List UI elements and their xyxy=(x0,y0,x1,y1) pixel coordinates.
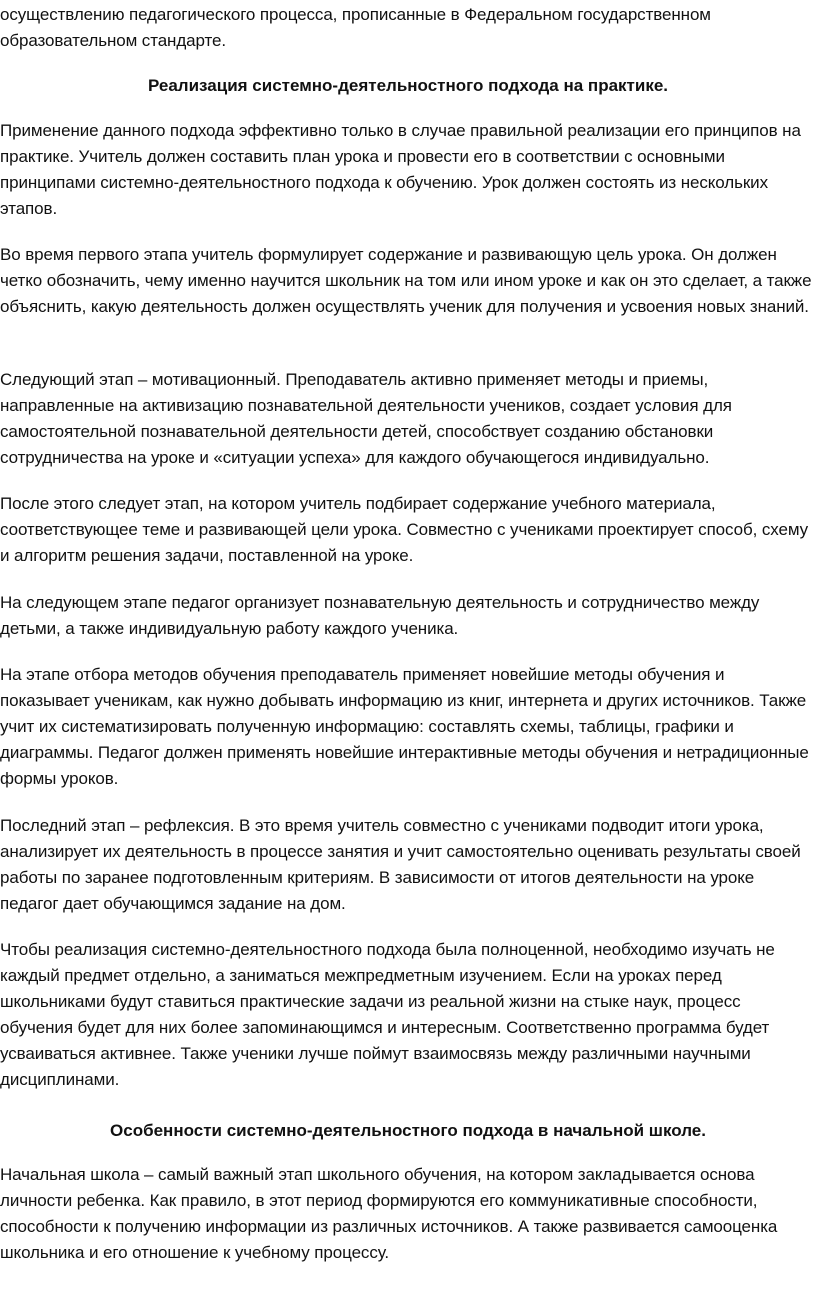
section-heading-practice: Реализация системно-деятельностного подхода на практике. xyxy=(147,76,669,95)
paragraph-interdisciplinary: Чтобы реализация системно-деятельностного подхода была полноценной, необходимо изучать не каждый предмет отдельно, а заниматься межпредметным изучением. Если на уроках перед школьниками будут ставиться практические задачи из реальной жизни на стыке наук, процесс обучения будет для них более запоминающимся и интересным. Соответственно программа будет усваиваться активнее. Также ученики лучше поймут взаимосвязь между различными научными дисциплинами. xyxy=(0,940,775,1089)
paragraph-cooperation-stage: На следующем этапе педагог организует познавательную деятельность и сотрудничество между детьми, а также индивидуальную работу каждого ученика. xyxy=(0,593,760,638)
paragraph-content-stage: После этого следует этап, на котором учитель подбирает содержание учебного материала, соответствующее теме и развивающей цели урока. Совместно с учениками проектирует способ, схему и алгоритм решения задачи, поставленной на уроке. xyxy=(0,494,808,565)
section-heading-primary-school: Особенности системно-деятельностного подхода в начальной школе. xyxy=(110,1121,706,1140)
paragraph-application: Применение данного подхода эффективно только в случае правильной реализации его принципов на практике. Учитель должен составить план урока и провести его в соответствии с основными принципами системно-деятельностного подхода к обучению. Урок должен состоять из нескольких этапов. xyxy=(0,121,801,218)
paragraph-first-stage: Во время первого этапа учитель формулирует содержание и развивающую цель урока. Он должен четко обозначить, чему именно научится школьник на том или ином уроке и как он это сделает, а также объяснить, какую деятельность должен осуществлять ученик для получения и усвоения новых знаний. xyxy=(0,245,812,316)
intro-continuation-paragraph: осуществлению педагогического процесса, прописанные в Федеральном государственном образовательном стандарте. xyxy=(0,5,711,50)
paragraph-motivational-stage: Следующий этап – мотивационный. Преподаватель активно применяет методы и приемы, направленные на активизацию познавательной деятельности учеников, создает условия для самостоятельной познавательной деятельности детей, способствует созданию обстановки сотрудничества на уроке и «ситуации успеха» для каждого обучающегося индивидуально. xyxy=(0,370,732,467)
paragraph-reflection-stage: Последний этап – рефлексия. В это время учитель совместно с учениками подводит итоги урока, анализирует их деятельность в процессе занятия и учит самостоятельно оценивать результаты своей работы по заранее подготовленным критериям. В зависимости от итогов деятельности на уроке педагог дает обучающимся задание на дом. xyxy=(0,816,801,913)
paragraph-methods-stage: На этапе отбора методов обучения преподаватель применяет новейшие методы обучения и показывает ученикам, как нужно добывать информацию из книг, интернета и других источников. Также учит их систематизировать полученную информацию: составлять схемы, таблицы, графики и диаграммы. Педагог должен применять новейшие интерактивные методы обучения и нетрадиционные формы уроков. xyxy=(0,665,809,788)
paragraph-primary-school: Начальная школа – самый важный этап школьного обучения, на котором закладывается основа личности ребенка. Как правило, в этот период формируются его коммуникативные способности, способности к получению информации из различных источников. А также развивается самооценка школьника и его отношение к учебному процессу. xyxy=(0,1165,778,1262)
